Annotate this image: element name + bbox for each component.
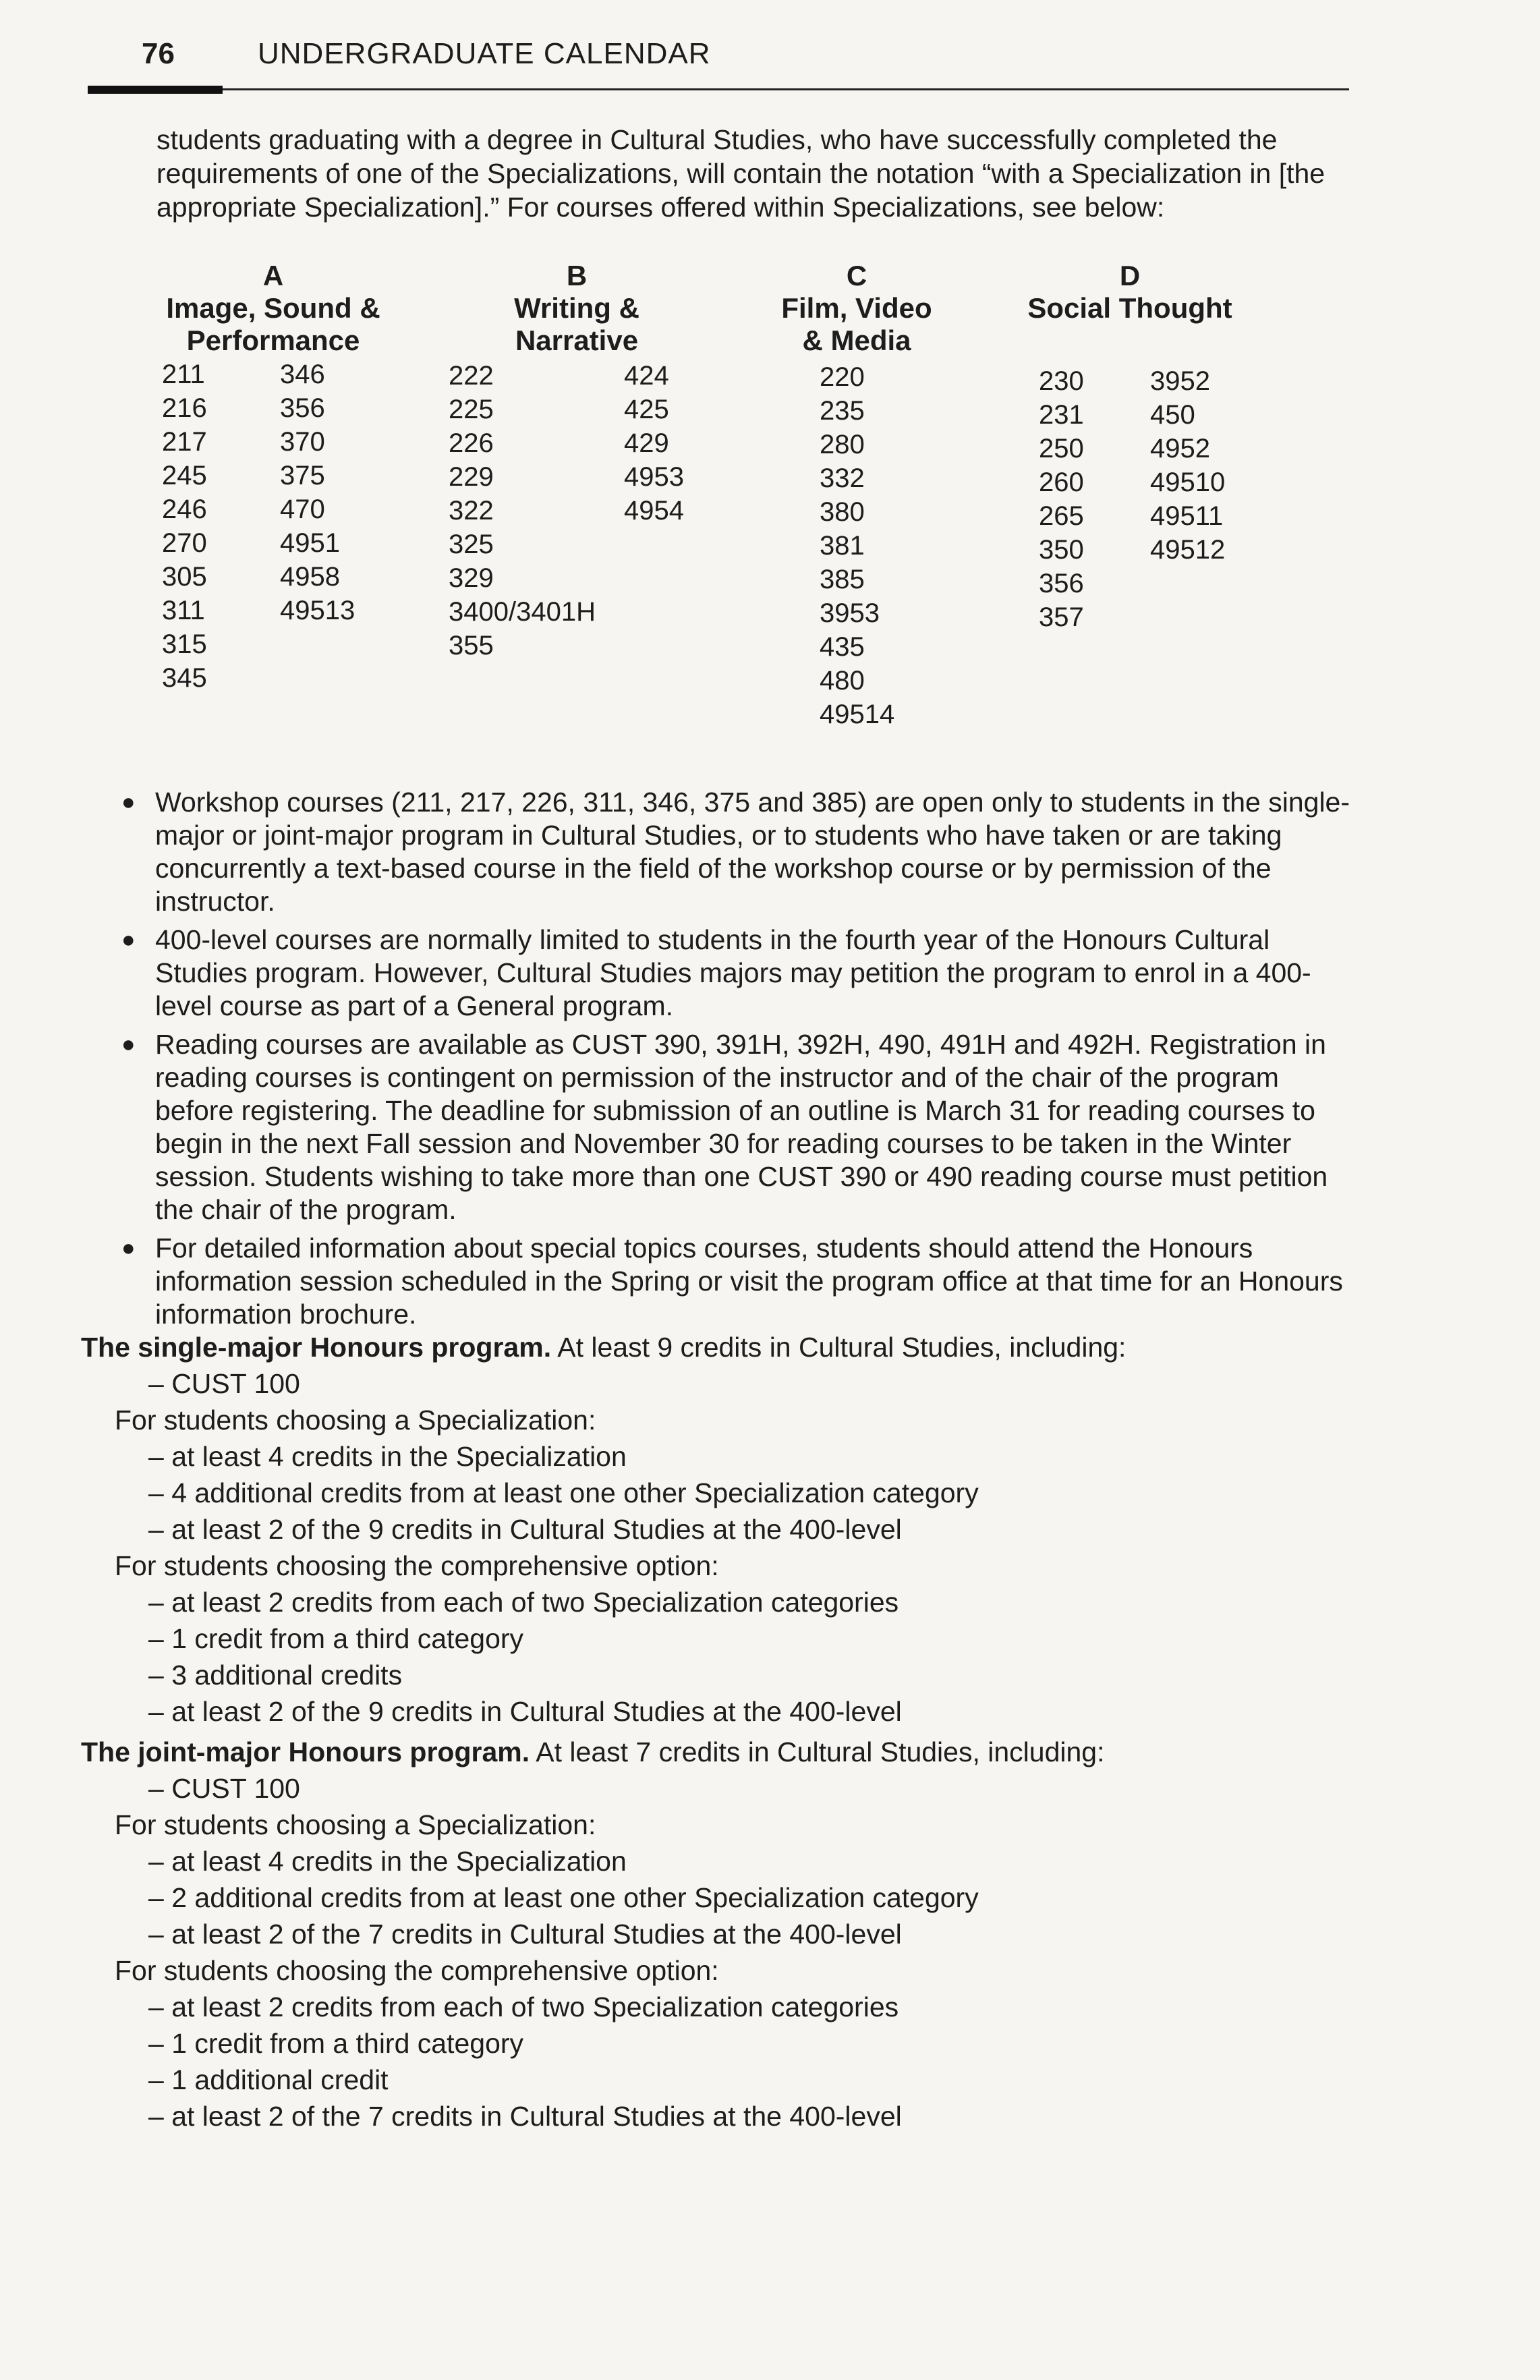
spec-b-heading xyxy=(486,260,668,357)
spec-b-course-number: 4953 xyxy=(624,462,684,492)
spec-a-course-number: 375 xyxy=(280,461,325,490)
single-major-requirements xyxy=(81,1329,1349,1730)
spec-b-course-number: 225 xyxy=(449,395,494,424)
spec-b-course-number: 3400/3401H xyxy=(449,597,596,627)
bullet-icon: ● xyxy=(121,1235,136,1261)
note-text: 400-level courses are normally limited to students in the fourth year of the Honours Cultural Studies program. However, Cultural Studies majors may petition the program to enrol in a 400-level course as part of a General program. xyxy=(155,924,1311,1021)
spec-d-course-number: 250 xyxy=(1039,434,1084,463)
spec-b-letter: B xyxy=(566,260,588,291)
spec-d-course-number: 231 xyxy=(1039,400,1084,430)
note-text: Reading courses are available as CUST 390, 391H, 392H, 490, 491H and 492H. Registration in reading courses is contingent on permission of the instructor and of the chair of the program before registering. The deadline for submission of an outline is March 31 for reading courses to begin in the next Fall session and November 30 for reading courses to be taken in the Winter session. Students wishing to take more than one CUST 390 or 490 reading course must petition the chair of the program. xyxy=(155,1029,1328,1225)
spec-a-course-number: 315 xyxy=(162,629,207,659)
spec-c-course-number: 280 xyxy=(820,430,865,459)
requirement-item: – CUST 100 xyxy=(148,1368,300,1399)
spec-a-course-number: 4958 xyxy=(280,562,340,592)
page-number: 76 xyxy=(142,37,175,70)
header-rule xyxy=(88,88,1349,90)
program-notes xyxy=(121,786,1356,1336)
requirement-item: – 3 additional credits xyxy=(148,1660,403,1691)
spec-d-course-number: 49510 xyxy=(1150,468,1226,497)
note-item xyxy=(121,1232,1356,1331)
spec-a-course-number: 217 xyxy=(162,427,207,457)
spec-c-name-1: Film, Video xyxy=(781,292,932,324)
spec-a-course-number: 216 xyxy=(162,393,207,423)
spec-c-course-number: 380 xyxy=(820,497,865,527)
spec-c-course-number: 3953 xyxy=(820,598,880,628)
spec-a-heading xyxy=(155,260,391,357)
running-title: UNDERGRADUATE CALENDAR xyxy=(258,37,711,70)
option-heading: For students choosing a Specialization: xyxy=(115,1405,596,1436)
spec-c-heading xyxy=(755,260,958,357)
requirement-item: – 4 additional credits from at least one other Specialization category xyxy=(148,1477,979,1508)
requirement-item: – 1 credit from a third category xyxy=(148,2028,524,2059)
spec-c-name-2: & Media xyxy=(802,324,911,356)
spec-c-course-number: 385 xyxy=(820,565,865,594)
spec-c-course-number: 480 xyxy=(820,666,865,696)
spec-a-course-number: 270 xyxy=(162,528,207,558)
requirement-item: – at least 2 of the 9 credits in Cultural Studies at the 400-level xyxy=(148,1696,902,1727)
spec-b-course-number: 329 xyxy=(449,563,494,593)
spec-a-course-number: 345 xyxy=(162,663,207,693)
requirement-item: – CUST 100 xyxy=(148,1773,300,1804)
single-major-title: The single-major Honours program. xyxy=(81,1332,552,1363)
spec-d-heading xyxy=(1005,260,1255,324)
spec-d-course-number: 49512 xyxy=(1150,535,1226,565)
spec-c-course-number: 381 xyxy=(820,531,865,561)
spec-d-course-number: 265 xyxy=(1039,501,1084,531)
spec-c-course-number: 220 xyxy=(820,362,865,392)
spec-b-course-number: 229 xyxy=(449,462,494,492)
spec-a-letter: A xyxy=(262,260,284,291)
bullet-icon: ● xyxy=(121,1031,136,1057)
note-item xyxy=(121,1028,1356,1226)
spec-d-course-number: 356 xyxy=(1039,569,1084,598)
spec-b-course-number: 424 xyxy=(624,361,669,391)
spec-b-course-number: 425 xyxy=(624,395,669,424)
spec-b-course-number: 226 xyxy=(449,428,494,458)
spec-d-course-number: 4952 xyxy=(1150,434,1210,463)
bullet-icon: ● xyxy=(121,927,136,953)
note-text: For detailed information about special topics courses, students should attend the Honours information session scheduled in the Spring or visit the program office at that time for an Honours information brochure. xyxy=(155,1232,1343,1330)
spec-c-course-number: 49514 xyxy=(820,700,895,729)
intro-text: students graduating with a degree in Cultural Studies, who have successfully completed the requirements of one of the Specializations, will contain the notation “with a Specialization in [the appropriate Specialization].” For courses offered within Specializations, see below: xyxy=(156,124,1325,223)
spec-a-name-1: Image, Sound & xyxy=(166,292,380,324)
requirement-item: – 2 additional credits from at least one other Specialization category xyxy=(148,1882,979,1913)
spec-c-letter: C xyxy=(846,260,867,291)
spec-b-course-number: 322 xyxy=(449,496,494,526)
note-item xyxy=(121,924,1356,1023)
spec-a-course-number: 470 xyxy=(280,494,325,524)
single-major-summary: At least 9 credits in Cultural Studies, including: xyxy=(557,1332,1127,1363)
requirement-item: – at least 2 credits from each of two Specialization categories xyxy=(148,1587,899,1618)
spec-b-course-number: 429 xyxy=(624,428,669,458)
page-header xyxy=(88,37,1349,91)
spec-c-course-number: 435 xyxy=(820,632,865,662)
spec-d-course-number: 350 xyxy=(1039,535,1084,565)
spec-d-course-number: 230 xyxy=(1039,366,1084,396)
requirement-item: – 1 credit from a third category xyxy=(148,1623,524,1654)
spec-b-course-number: 325 xyxy=(449,530,494,559)
option-heading: For students choosing the comprehensive option: xyxy=(115,1550,719,1581)
joint-major-title: The joint-major Honours program. xyxy=(81,1736,530,1767)
requirement-item: – at least 2 of the 9 credits in Cultural Studies at the 400-level xyxy=(148,1514,902,1545)
spec-d-course-number: 357 xyxy=(1039,602,1084,632)
spec-d-course-number: 450 xyxy=(1150,400,1195,430)
spec-a-name-2: Performance xyxy=(186,324,360,356)
option-heading: For students choosing a Specialization: xyxy=(115,1809,596,1840)
spec-b-course-number: 222 xyxy=(449,361,494,391)
spec-a-course-number: 245 xyxy=(162,461,207,490)
spec-a-course-number: 346 xyxy=(280,360,325,389)
note-item xyxy=(121,786,1356,918)
requirement-item: – at least 4 credits in the Specialization xyxy=(148,1441,627,1472)
spec-a-course-number: 370 xyxy=(280,427,325,457)
spec-a-course-number: 49513 xyxy=(280,596,355,625)
spec-d-letter: D xyxy=(1119,260,1141,291)
note-text: Workshop courses (211, 217, 226, 311, 346, 375 and 385) are open only to students in the single-major or joint-major program in Cultural Studies, or to students who have taken or are taking concurrently a text-based course in the field of the workshop course or by permission of the instructor. xyxy=(155,787,1350,917)
requirement-item: – at least 2 of the 7 credits in Cultural Studies at the 400-level xyxy=(148,2101,902,2132)
requirement-item: – 1 additional credit xyxy=(148,2064,389,2095)
spec-c-course-number: 235 xyxy=(820,396,865,426)
bullet-icon: ● xyxy=(121,789,136,815)
joint-major-summary: At least 7 credits in Cultural Studies, including: xyxy=(536,1736,1105,1767)
spec-a-course-number: 246 xyxy=(162,494,207,524)
spec-b-course-number: 355 xyxy=(449,631,494,660)
spec-b-course-number: 4954 xyxy=(624,496,684,526)
spec-d-course-number: 3952 xyxy=(1150,366,1210,396)
spec-a-course-number: 4951 xyxy=(280,528,340,558)
option-heading: For students choosing the comprehensive option: xyxy=(115,1955,719,1986)
spec-d-course-number: 49511 xyxy=(1150,501,1224,531)
spec-a-course-number: 211 xyxy=(162,360,205,389)
joint-major-requirements xyxy=(81,1734,1349,2134)
spec-d-course-number: 260 xyxy=(1039,468,1084,497)
requirement-item: – at least 2 credits from each of two Specialization categories xyxy=(148,1991,899,2022)
header-rule-accent xyxy=(88,86,223,94)
spec-b-name-2: Narrative xyxy=(515,324,639,356)
spec-d-name-1: Social Thought xyxy=(1027,292,1232,324)
specialization-table xyxy=(0,260,1540,745)
spec-a-course-number: 356 xyxy=(280,393,325,423)
spec-a-course-number: 311 xyxy=(162,596,205,625)
spec-c-course-number: 332 xyxy=(820,463,865,493)
spec-a-course-number: 305 xyxy=(162,562,207,592)
requirement-item: – at least 4 credits in the Specialization xyxy=(148,1846,627,1877)
intro-paragraph xyxy=(156,123,1350,224)
requirement-item: – at least 2 of the 7 credits in Cultural Studies at the 400-level xyxy=(148,1919,902,1950)
spec-b-name-1: Writing & xyxy=(514,292,639,324)
